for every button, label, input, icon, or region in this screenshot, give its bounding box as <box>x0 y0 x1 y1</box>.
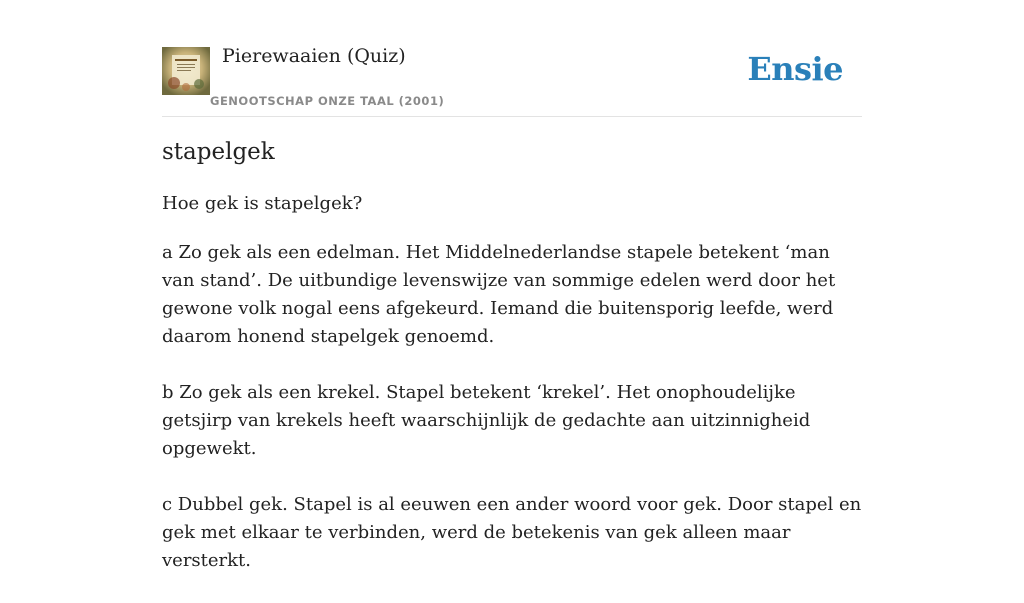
answer-a: a Zo gek als een edelman. Het Middelnederlandse stapele betekent ‘man van stand’. De uitbundige levenswijze van sommige edelen werd door het gewone volk nogal eens afgekeurd. Iemand die buitensporig leefde, werd daarom honend stapelgek genoemd. <box>162 242 836 347</box>
header <box>162 0 862 117</box>
book-author[interactable]: GENOOTSCHAP ONZE TAAL (2001) <box>210 94 445 108</box>
answer-b: b Zo gek als een krekel. Stapel betekent ‘krekel’. Het onophoudelijke getsjirp van krekels heeft waarschijnlijk de gedachte aan uitzinnigheid opgewekt. <box>162 382 811 459</box>
page-container <box>162 0 862 571</box>
answer-c: c Dubbel gek. Stapel is al eeuwen een ander woord voor gek. Door stapel en gek met elkaar te verbinden, werd de betekenis van gek alleen maar versterkt. <box>162 494 862 571</box>
book-cover-image[interactable] <box>162 47 210 95</box>
entry-question: Hoe gek is stapelgek? <box>162 193 363 214</box>
entry-title: stapelgek <box>162 139 275 165</box>
ensie-logo-link[interactable]: Ensie <box>747 50 843 88</box>
entry-body <box>162 239 862 603</box>
book-cover-icon <box>162 47 210 95</box>
book-title[interactable]: Pierewaaien (Quiz) <box>222 45 406 67</box>
